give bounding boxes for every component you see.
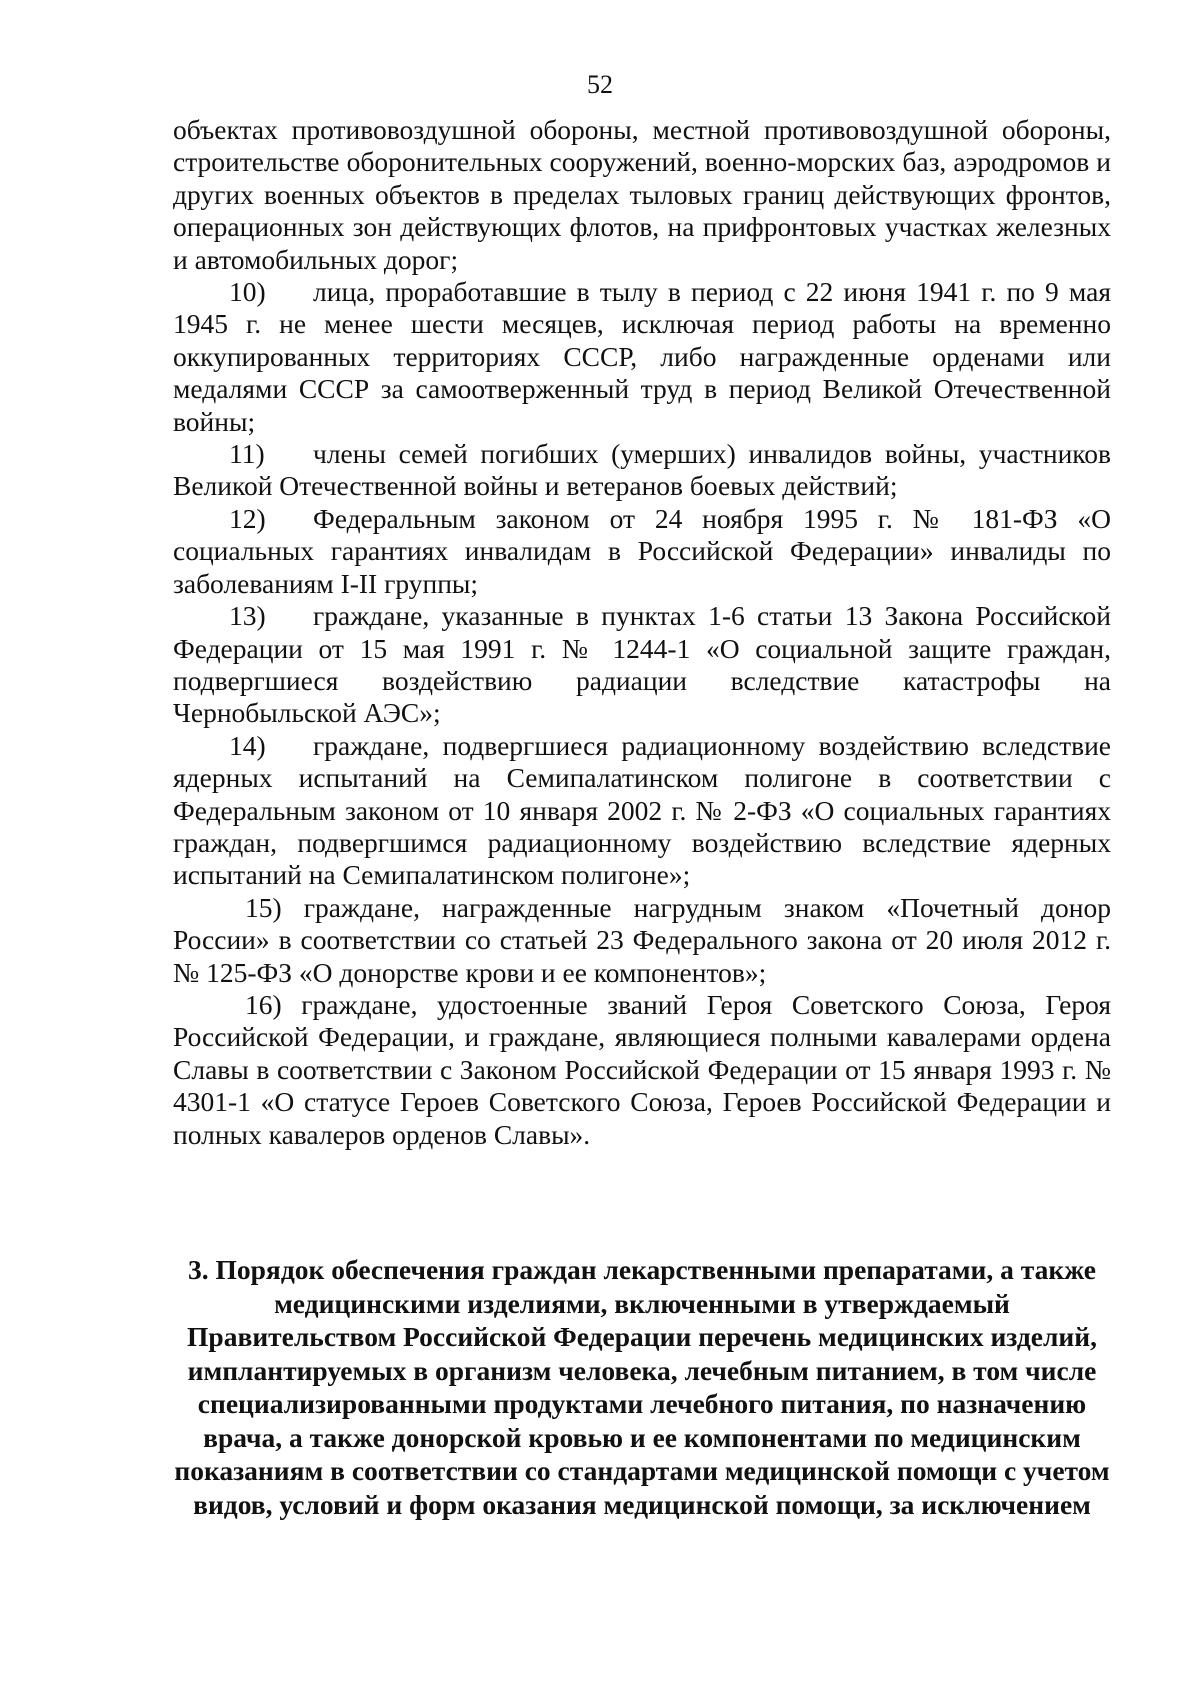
list-item-number: 13) (229, 600, 266, 632)
list-item-number: 12) (229, 502, 266, 534)
list-item-number: 10) (229, 276, 266, 308)
section-heading: 3. Порядок обеспечения граждан лекарственными препаратами, а также медицинскими изделиями, включенными в утверждаемый Правительством Российской Федерации перечень медицинских изделий, имплантируемых в организм человека, лечебным питанием, в том числе специализированными продуктами лечебного питания, по назначению врача, а также донорской кровью и ее компонентами по медицинским показаниям в соответствии со стандартами медицинской помощи с учетом видов, условий и форм оказания медицинской помощи, за исключением (174, 1254, 1110, 1520)
list-item-13 (173, 600, 1111, 730)
list-item-16 (173, 989, 1111, 1151)
list-item-11 (173, 438, 1111, 503)
list-item-15 (173, 892, 1111, 989)
paragraph-text: объектах противовоздушной обороны, местной противовоздушной обороны, строительстве оборонительных сооружений, военно-морских баз, аэродромов и других военных объектов в пределах тыловых границ действующих фронтов, операционных зон действующих флотов, на прифронтовых участках железных и автомобильных дорог; (173, 114, 1111, 275)
list-item-number: 11) (229, 438, 265, 470)
list-item-text: лица, проработавшие в тылу в период с 22 июня 1941 г. по 9 мая 1945 г. не менее шести месяцев, исключая период работы на временно оккупированных территориях СССР, либо награжденные орденами или медалями СССР за самоотверженный труд в период Великой Отечественной войны; (173, 276, 1111, 437)
list-item-text: граждане, подвергшиеся радиационному воздействию вследствие ядерных испытаний на Семипалатинском полигоне в соответствии с Федеральным законом от 10 января 2002 г. № 2-ФЗ «О социальных гарантиях граждан, подвергшимся радиационному воздействию вследствие ядерных испытаний на Семипалатинском полигоне»; (173, 729, 1111, 891)
list-item-text: Федеральным законом от 24 ноября 1995 г. № 181-ФЗ «О социальных гарантиях инвалидам в Российской Федерации» инвалиды по заболеваниям I-II группы; (173, 502, 1111, 599)
document-body (173, 114, 1111, 1151)
list-item-10 (173, 276, 1111, 438)
list-item-12 (173, 503, 1111, 600)
page-number: 52 (587, 70, 613, 99)
list-item-text: 16) граждане, удостоенные званий Героя Советского Союза, Героя Российской Федерации, и граждане, являющиеся полными кавалерами ордена Славы в соответствии с Законом Российской Федерации от 15 января 1993 г. № 4301-1 «О статусе Героев Советского Союза, Героев Российской Федерации и полных кавалеров орденов Славы». (173, 988, 1111, 1150)
list-item-text: 15) граждане, награжденные нагрудным знаком «Почетный донор России» в соответствии со статьей 23 Федерального закона от 20 июля 2012 г. № 125-ФЗ «О донорстве крови и ее компонентов»; (173, 891, 1111, 988)
list-item-text: граждане, указанные в пунктах 1-6 статьи 13 Закона Российской Федерации от 15 мая 1991 г. № 1244-1 «О социальной защите граждан, подвергшиеся воздействию радиации вследствие катастрофы на Чернобыльской АЭС»; (173, 600, 1111, 729)
paragraph-continuation (173, 114, 1111, 276)
list-item-14 (173, 730, 1111, 892)
list-item-number: 14) (229, 729, 266, 761)
list-item-text: члены семей погибших (умерших) инвалидов войны, участников Великой Отечественной войны и ветеранов боевых действий; (173, 438, 1111, 502)
